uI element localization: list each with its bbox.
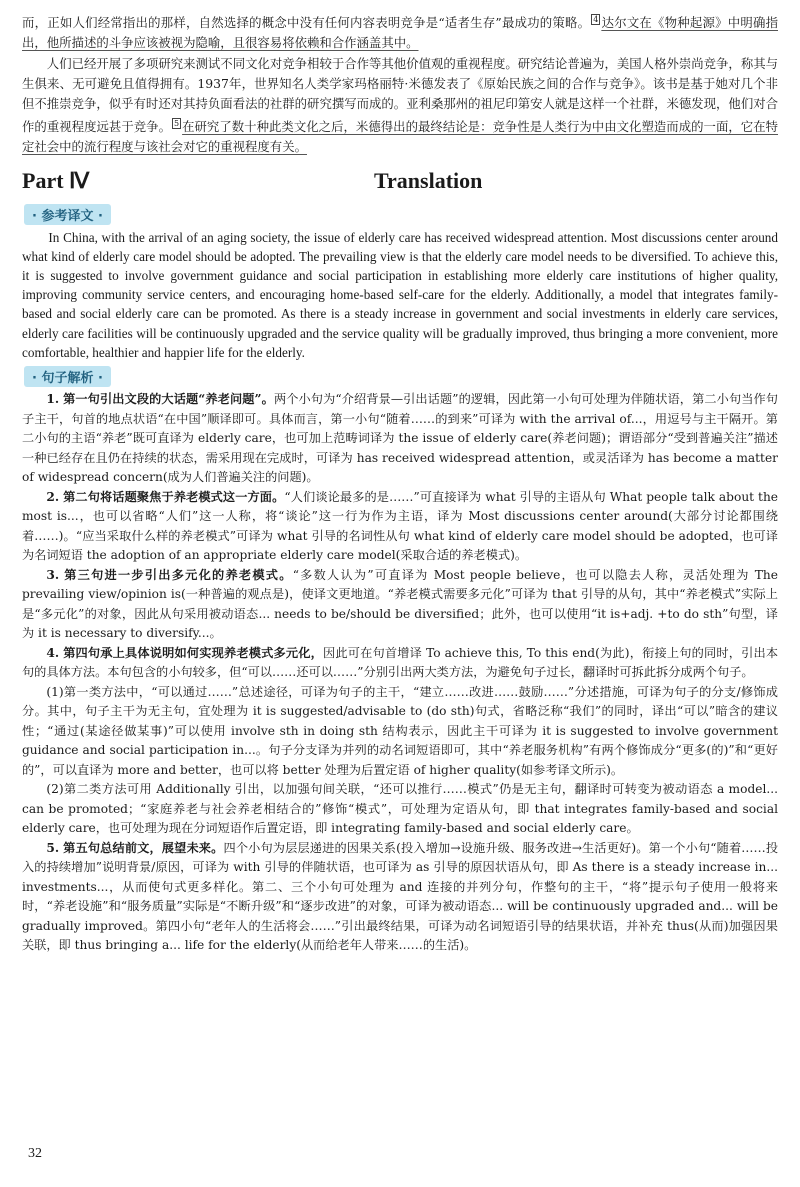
analysis-item-4-1: (1)第一类方法中，“可以通过……”总述途径，可译为句子的主干，“建立……改进……鼓励……”分述措施，可译为句子的分支/修饰成分。其中，句子主干为无主句，宜处理为 it is suggested/advisable to (do sth)句式，省略泛称“我们”的同时，译出“可以”暗含的建议性；“通过(某途径做某事)”可以使用 involve sth in doing sth 结构表示，因此主干可译为 it is suggested to involve government guidance and social participation in...。句子分支译为并列的动名词短语即可，其中“养老服务机构”有两个修饰成分“更多(的)”和“更好的”，可以直译为 more and better，也可以将 better 处理为后置定语 of higher quality(如参考译文所示)。 xyxy=(22,684,778,777)
top-text xyxy=(22,10,778,158)
analysis-item-3 xyxy=(22,566,778,644)
analysis-section xyxy=(22,390,778,956)
item-lead: 第五句总结前文，展望未来。 xyxy=(63,840,224,855)
endnote-marker: 4 xyxy=(593,15,599,24)
item-lead: 第一句引出文段的大话题“养老问题”。 xyxy=(63,392,274,407)
underlined-text: 在研究了数十种此类文化之后，米德得出的最终结论是：竞争性是人类行为中由文化塑造而成的一面，它在特定社会中的流行程度与该社会对它的重视程度有关。 xyxy=(22,119,779,155)
paragraph-text: 人们已经开展了多项研究来测试不同文化对竞争相较于合作等其他价值观的重视程度。研究结论普遍为，美国人格外崇尚竞争，称其与生俱来、无可避免且值得拥有。1937年，世界知名人类学家玛格丽特·米德发表了《原始民族之间的合作与竞争》。该书是基于她对几个非但不推崇竞争，似乎有时还对其持负面看法的社群的研究撰写而成的。亚利桑那州的祖尼印第安人就是这样一个社群，米德发现，他们对合作的重视程度远甚于竞争。 xyxy=(22,55,778,135)
paragraph-text: 而，正如人们经常指出的那样，自然选择的概念中没有任何内容表明竞争是“适者生存”最成功的策略。 xyxy=(22,15,591,31)
item-text: “人们谈论最多的是……”可直接译为 what 引导的主语从句 What people talk about the most is...，也可以省略“人们”这一人称，将“谈论”这一行为作为主语，译为 Most discussions center around(大部分讨论都围绕着……)。“应当采取什么样的养老模式”可译为 what 引导的名词性从句 what kind of elderly care model should be adopted，也可译为名词短语 the adoption of an appropriate elderly care model(采取合适的养老模式)。 xyxy=(22,489,779,563)
item-lead: 第四句承上具体说明如何实现养老模式多元化， xyxy=(63,645,324,660)
analysis-item-2 xyxy=(22,488,778,566)
item-lead: 第二句将话题聚焦于养老模式这一方面。 xyxy=(63,489,285,504)
item-lead: 第三句进一步引出多元化的养老模式。 xyxy=(64,567,293,582)
part-header xyxy=(22,166,778,202)
item-number: 1. xyxy=(46,392,60,407)
item-text: 因此可在句首增译 To achieve this, To this end(为此)，衔接上句的同时，引出本句的具体方法。本句包含的小句较多，但“可以……还可以……”分别引出两大类方法，为避免句子过长，翻译时可拆此拆分成两个句子。 xyxy=(22,645,779,680)
item-number: 5. xyxy=(46,840,60,855)
item-number: 3. xyxy=(46,567,60,582)
sentence-analysis-tag: · 句子解析 · xyxy=(24,366,111,387)
underlined-text: 达尔文在《物种起源》中明确指出，他所描述的斗争应该被视为隐喻，且很容易将依赖和合作涵盖其中。 xyxy=(22,15,778,51)
item-text: 两个小句为“介绍背景—引出话题”的逻辑，因此第一小句可处理为伴随状语，第二小句当作句子主干，句首的地点状语“在中国”顺译即可。具体而言，第一小句“随着……的到来”可译为 with the arrival of...，用逗号与主干隔开。第二小句的主语“养老”既可直译为 elderly care，也可加上范畴词译为 the issue of elderly care(养老问题)；谓语部分“受到普遍关注”描述一种已经存在且仍在持续的状态，需采用现在完成时，可译为 has received widespread attention，或灵活译为 has become a matter of widespread concern(成为人们普遍关注的问题)。 xyxy=(22,392,778,485)
part-title: Translation xyxy=(374,167,483,193)
item-text: “多数人认为”可直译为 Most people believe，也可以隐去人称，灵活处理为 The prevailing view/opinion is(一种普遍的观点是)，使译文更地道。“养老模式需要多元化”可译为 that 引导的从句，其中“养老模式”实际上是“多元化”的对象，因此从句采用被动语态... needs to be/should be diversified；此外，也可以使用“it is+adj. +to do sth”句型，译为 it is necessary to diversify...。 xyxy=(22,567,778,641)
translation-paragraph: In China, with the arrival of an aging society, the issue of elderly care has received widespread attention. Most discussions center around what kind of elderly care model should be adopted. The prevailing view is that the elderly care model needs to be diversified. To achieve this, it is suggested to involve government guidance and social participation in establishing more elderly care institutions of higher quality, improving community service centers, and encouraging home-based self-care for the elderly. Additionally, a model that integrates family-based and social elderly care can be promoted. As there is a steady increase in government and social investments in elderly care services, elderly care facilities will be continuously upgraded and the service quality will be gradually improved, thus bringing a more convenient, more comfortable, healthier and happier life for the elderly. xyxy=(22,229,778,360)
analysis-item-4 xyxy=(22,644,778,683)
part-label: Part Ⅳ xyxy=(22,167,90,193)
item-number: 2. xyxy=(46,489,60,504)
item-number: 4. xyxy=(46,645,60,660)
page-number: 32 xyxy=(28,1146,42,1161)
analysis-item-4-2: (2)第二类方法可用 Additionally 引出，以加强句间关联，“还可以推行……模式”仍是无主句，翻译时可转变为被动语态 a model... can be promoted；“家庭养老与社会养老相结合的”修饰“模式”，可处理为定语从句，即 that integrates family-based and social elderly care，也可处理为现在分词短语作后置定语，即 integrating family-based and social elderly care。 xyxy=(22,782,778,836)
top-paragraph-1 xyxy=(22,10,778,54)
endnote-marker: 5 xyxy=(173,119,180,129)
analysis-item-1 xyxy=(22,390,778,488)
item-text: 四个小句为层层递进的因果关系(投入增加→设施升级、服务改进→生活更好)。第一个小句“随着……投入的持续增加”说明背景/原因，可译为 with 引导的伴随状语，也可译为 as 引导的原因状语从句，即 As there is a steady increase in... investments...，从而使句式更多样化。第二、三个小句可处理为 and 连接的并列分句，作整句的主干，“将”提示句子使用一般将来时，“养老设施”和“服务质量”实际是“不断升级”和“逐步改进”的对象，可译为被动语态... will be continuously upgraded and... will be gradually improved。第四小句“老年人的生活将会……”引出最终结果，可译为动名词短语引导的结果状语，并补充 thus(从而)加强因果关联，即 thus bringing a... life for the elderly(从而给老年人带来……的生活)。 xyxy=(22,840,779,953)
analysis-item-5 xyxy=(22,839,778,956)
reference-translation-tag: · 参考译文 · xyxy=(24,204,111,225)
top-paragraph-2 xyxy=(22,54,778,158)
